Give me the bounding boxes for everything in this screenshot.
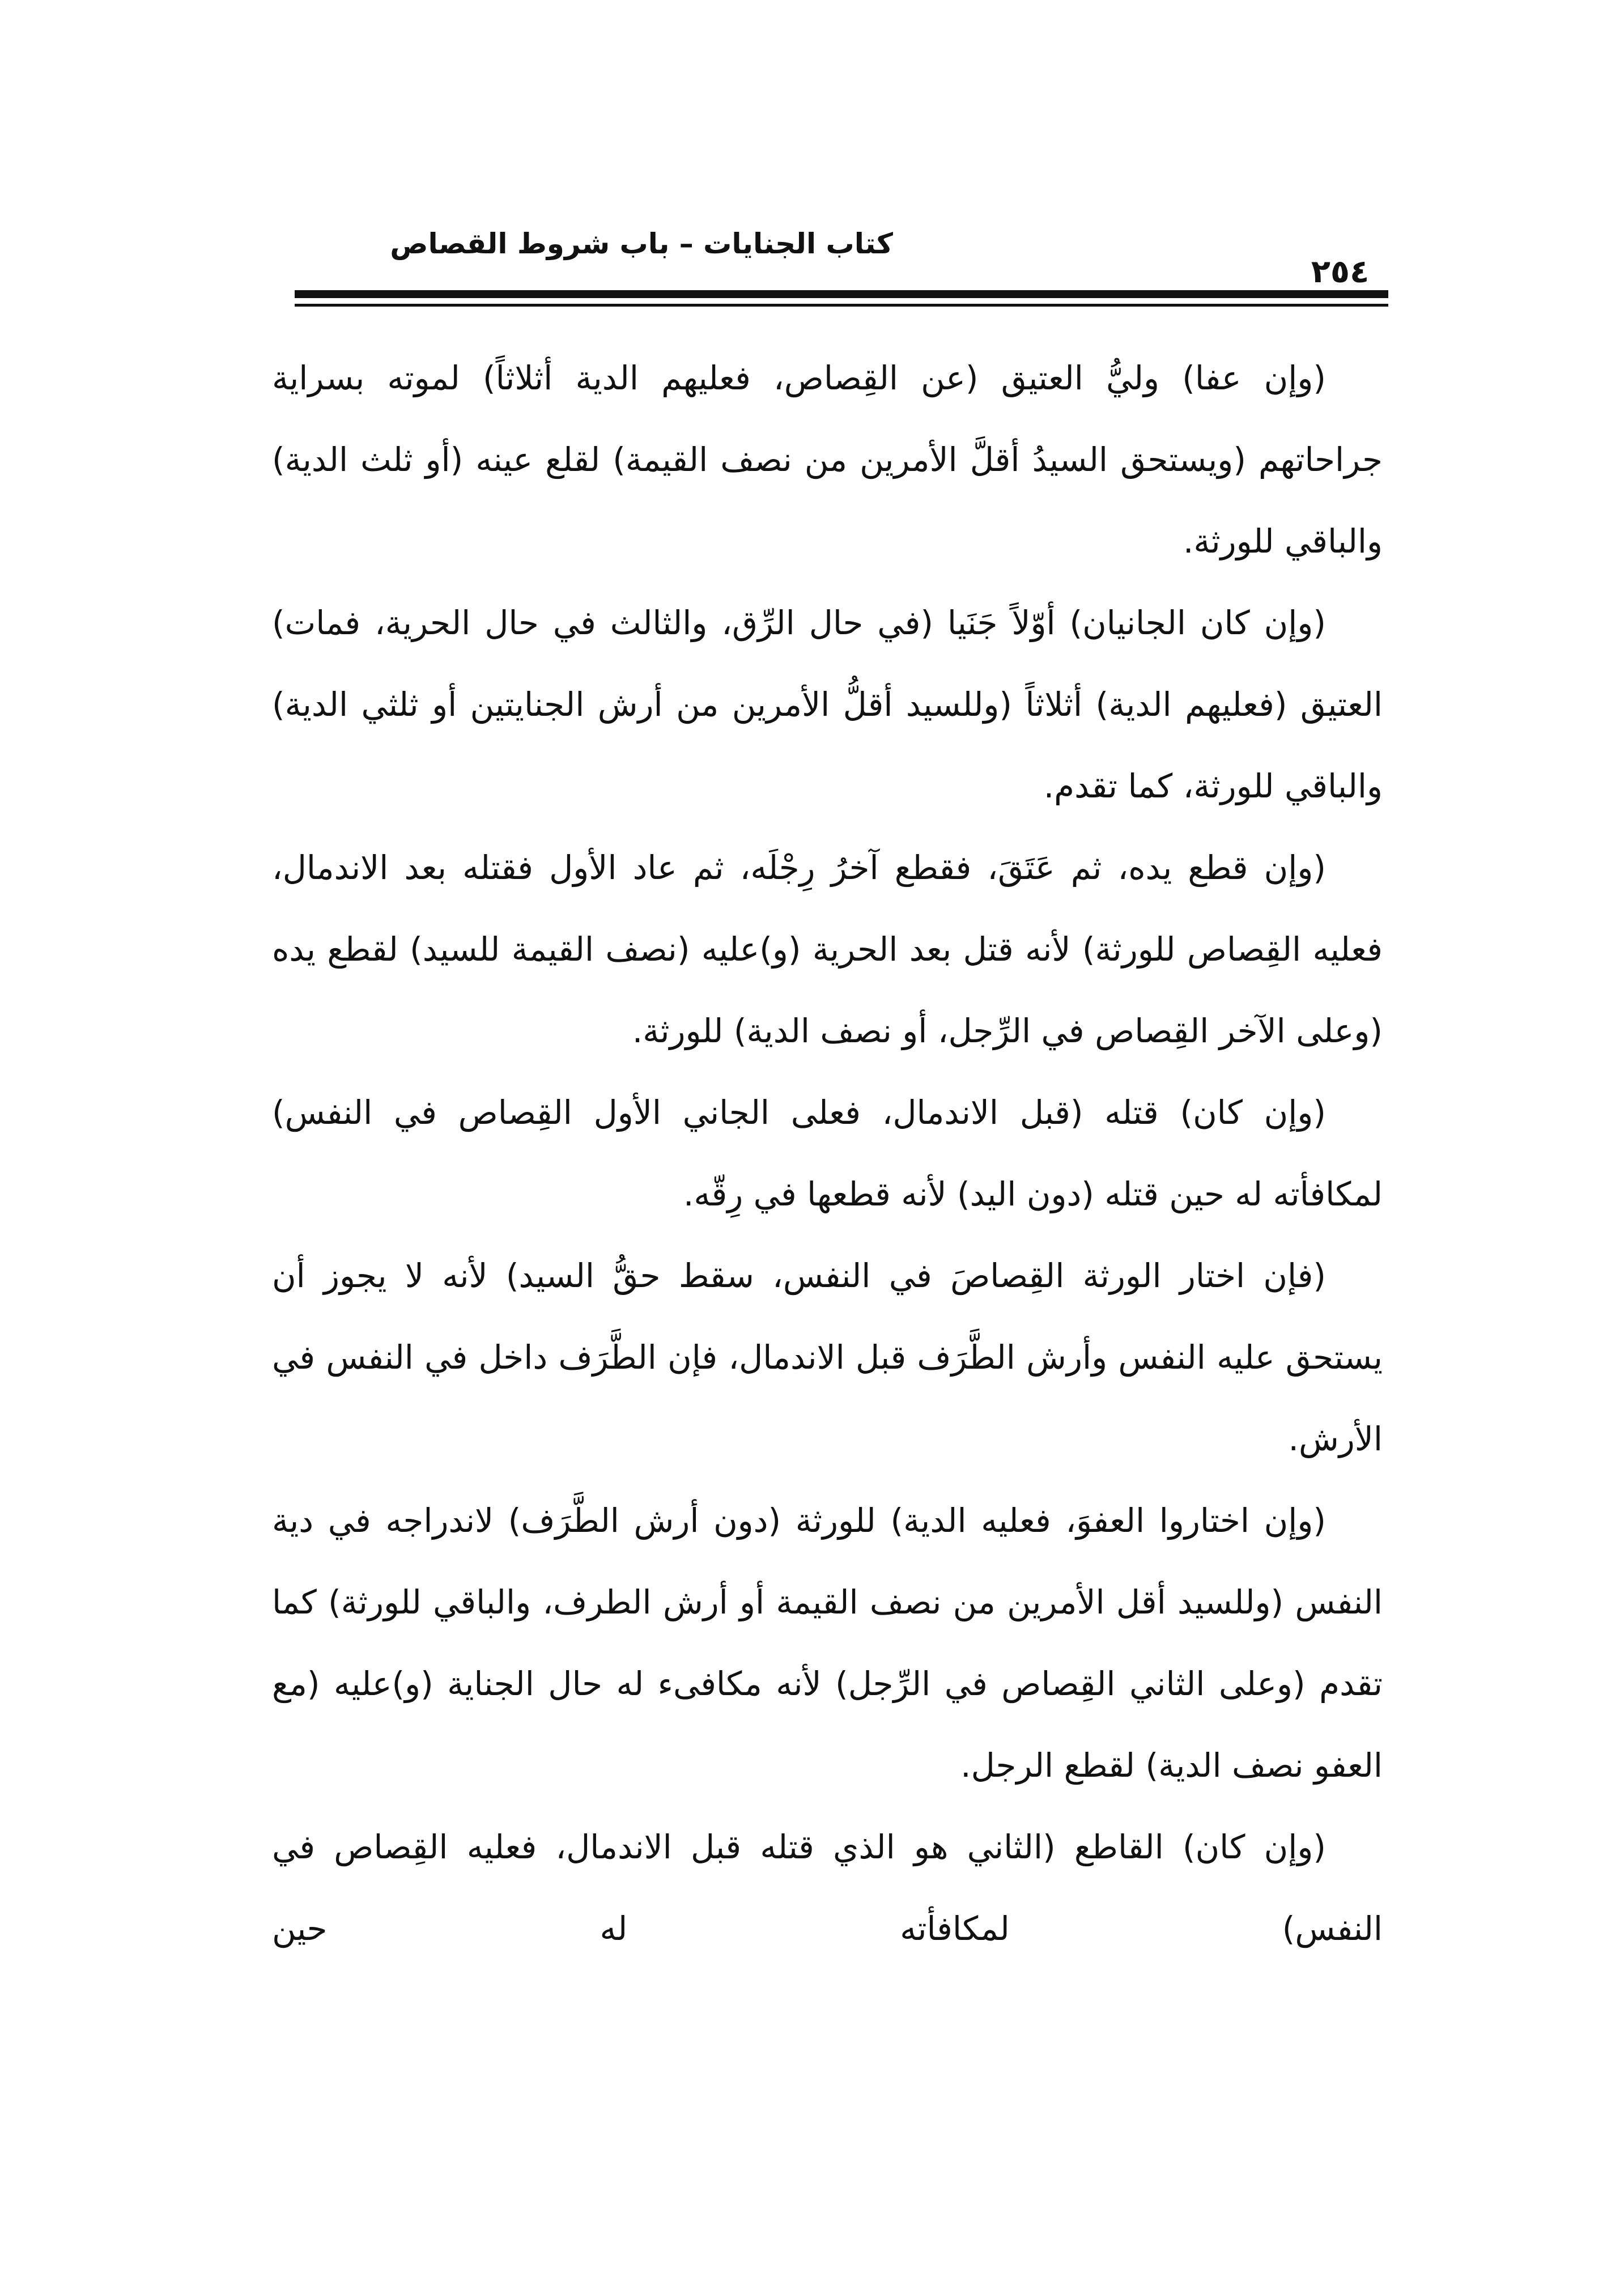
- running-header: كتاب الجنايات – باب شروط القصاص: [390, 227, 893, 260]
- paragraph: (وإن عفا) وليُّ العتيق (عن القِصاص، فعليهم الدية أثلاثاً) لموته بسراية جراحاتهم (ويستحق السيدُ أقلَّ الأمرين من نصف القيمة) لقلع عينه (أو ثلث الدية) والباقي للورثة.: [272, 359, 1383, 560]
- paragraph: (وإن اختاروا العفوَ، فعليه الدية) للورثة (دون أرش الطَّرَف) لاندراجه في دية النفس (وللسيد أقل الأمرين من نصف القيمة أو أرش الطرف، والباقي للورثة) كما تقدم (وعلى الثاني القِصاص في الرِّجل) لأنه مكافىء له حال الجناية (و)عليه (مع العفو نصف الدية) لقطع الرجل.: [272, 1501, 1383, 1785]
- header-rule-thick: [295, 290, 1388, 298]
- header-rule-thin: [295, 304, 1388, 307]
- paragraph: (فإن اختار الورثة القِصاصَ في النفس، سقط حقُّ السيد) لأنه لا يجوز أن يستحق عليه النفس وأرش الطَّرَف قبل الاندمال، فإن الطَّرَف داخل في النفس في الأرش.: [272, 1256, 1383, 1458]
- paragraph: (وإن كان الجانيان) أوّلاً جَنَيا (في حال الرِّق، والثالث في حال الحرية، فمات) العتيق (فعليهم الدية) أثلاثاً (وللسيد أقلُّ الأمرين من أرش الجنايتين أو ثلثي الدية) والباقي للورثة، كما تقدم.: [272, 604, 1383, 805]
- paragraph: (وإن كان) قتله (قبل الاندمال، فعلى الجاني الأول القِصاص في النفس) لمكافأته له حين قتله (دون اليد) لأنه قطعها في رِقّه.: [272, 1093, 1383, 1213]
- page-number: ٢٥٤: [1311, 253, 1370, 290]
- paragraph: (وإن كان) القاطع (الثاني هو الذي قتله قبل الاندمال، فعليه القِصاص في النفس) لمكافأته له حين: [272, 1828, 1383, 1948]
- paragraph: (وإن قطع يده، ثم عَتَقَ، فقطع آخرُ رِجْلَه، ثم عاد الأول فقتله بعد الاندمال، فعليه القِصاص للورثة) لأنه قتل بعد الحرية (و)عليه (نصف القيمة للسيد) لقطع يده (وعلى الآخر القِصاص في الرِّجل، أو نصف الدية) للورثة.: [272, 848, 1383, 1050]
- body-text: [272, 337, 1383, 1969]
